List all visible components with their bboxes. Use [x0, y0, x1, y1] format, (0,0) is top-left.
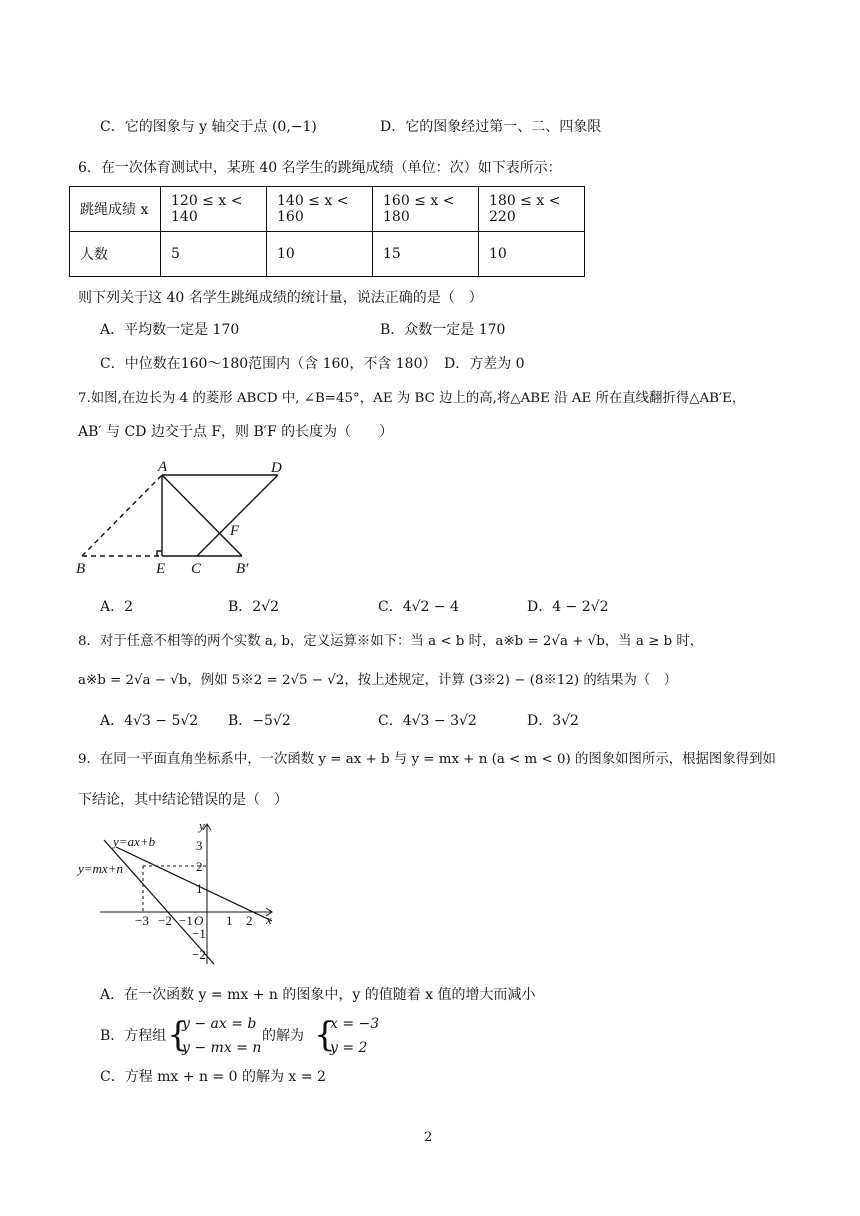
label-d: D: [271, 460, 282, 476]
y-tick-label: 3: [196, 838, 203, 853]
table-row: [70, 232, 585, 277]
table-cell: 10: [479, 232, 585, 277]
q6-option-d: D．方差为 0: [444, 356, 525, 372]
rhombus-figure: [70, 455, 300, 585]
segment-ab: [82, 475, 162, 556]
q9-option-c: C．方程 mx + n = 0 的解为 x = 2: [100, 1069, 326, 1085]
x-tick-label: 1: [226, 913, 233, 928]
q8-option-c: C．4√3 − 3√2: [378, 713, 477, 729]
q9-solution-y: y = 2: [330, 1040, 368, 1056]
x-tick-label: 2: [246, 913, 253, 928]
q8-stem-line1: 8．对于任意不相等的两个实数 a, b，定义运算※如下：当 a < b 时，a※b = 2√a + √b，当 a ≥ b 时，: [78, 634, 704, 649]
table-cell: 跳绳成绩 x: [70, 187, 161, 232]
q9-stem-line1: 9．在同一平面直角坐标系中，一次函数 y = ax + b 与 y = mx + n (a < m < 0) 的图象如图所示，根据图象得到如: [78, 752, 776, 767]
x-tick-label: −1: [179, 913, 193, 928]
table-cell: 15: [373, 232, 479, 277]
x-axis-label: x: [266, 912, 272, 927]
label-b: B: [76, 561, 86, 577]
q7-stem-line2: AB′ 与 CD 边交于点 F，则 B′F 的长度为（ ）: [78, 424, 394, 440]
q6-option-a: A．平均数一定是 170: [100, 322, 240, 338]
q7-option-d: D．4 − 2√2: [527, 599, 609, 615]
q7-option-a: A．2: [100, 599, 134, 615]
table-cell: 5: [161, 232, 267, 277]
q9-system-eq2: y − mx = n: [182, 1040, 262, 1056]
label-c: C: [191, 561, 202, 577]
q7-option-c: C．4√2 − 4: [378, 599, 459, 615]
table-cell: 160 ≤ x < 180: [373, 187, 479, 232]
q6-question: 则下列关于这 40 名学生跳绳成绩的统计量，说法正确的是（ ）: [78, 290, 483, 306]
q9-option-b-prefix: B．方程组: [100, 1028, 167, 1044]
label-line-mx-n: y=mx+n: [78, 861, 123, 876]
q9-option-b-mid: 的解为: [262, 1028, 304, 1044]
left-brace: {: [167, 1015, 189, 1055]
q8-option-b: B．−5√2: [228, 713, 291, 729]
right-angle-mark: [157, 551, 162, 556]
label-e: E: [156, 561, 166, 577]
score-table: [69, 186, 585, 277]
q7-stem-line1: 7.如图,在边长为 4 的菱形 ABCD 中, ∠B=45°，AE 为 BC 边上的高,将△ABE 沿 AE 所在直线翻折得△AB′E，: [78, 391, 746, 406]
label-b-prime: B′: [236, 561, 249, 577]
table-cell: 180 ≤ x < 220: [479, 187, 585, 232]
q9-solution-x: x = −3: [330, 1016, 380, 1032]
line-mx-plus-n: [116, 847, 272, 921]
segment-dc: [197, 475, 278, 556]
y-tick-label: −1: [192, 926, 206, 941]
q8-option-d: D．3√2: [527, 713, 579, 729]
label-f: F: [230, 523, 240, 539]
table-cell: 人数: [70, 232, 161, 277]
q6-stem: 6．在一次体育测试中，某班 40 名学生的跳绳成绩（单位：次）如下表所示：: [78, 160, 562, 176]
table-cell: 140 ≤ x < 160: [267, 187, 373, 232]
table-cell: 120 ≤ x < 140: [161, 187, 267, 232]
q7-option-b: B．2√2: [228, 599, 280, 615]
q6-option-b: B．众数一定是 170: [380, 322, 506, 338]
q8-option-a: A．4√3 − 5√2: [100, 713, 199, 729]
origin-label: O: [194, 913, 204, 928]
table-header-row: [70, 187, 585, 232]
left-brace: {: [314, 1015, 336, 1055]
q5-option-d: D．它的图象经过第一、二、四象限: [380, 119, 602, 135]
segment-ab-prime: [162, 475, 242, 556]
y-axis-label: y: [199, 818, 205, 833]
q5-option-c: C．它的图象与 y 轴交于点 (0,−1): [100, 119, 317, 135]
y-tick-label: −2: [192, 947, 206, 962]
page-number: 2: [424, 1130, 433, 1145]
q6-option-c: C．中位数在160～180范围内（含 160，不含 180）: [100, 356, 437, 372]
x-tick-label: −3: [135, 913, 149, 928]
y-tick-label: 2: [196, 859, 203, 874]
q9-system-eq1: y − ax = b: [182, 1016, 257, 1032]
function-graph: [76, 818, 286, 968]
q8-stem-line2: a※b = 2√a − √b，例如 5※2 = 2√5 − √2，按上述规定，计算 (3※2) − (8※12) 的结果为（ ）: [78, 673, 678, 688]
y-tick-label: 1: [196, 881, 203, 896]
x-tick-label: −2: [158, 913, 172, 928]
q9-stem-line2: 下结论，其中结论错误的是（ ）: [78, 792, 288, 808]
table-cell: 10: [267, 232, 373, 277]
label-line-ax-b: y=ax+b: [113, 834, 156, 849]
label-a: A: [158, 459, 168, 475]
q9-option-a: A．在一次函数 y = mx + n 的图象中，y 的值随着 x 值的增大而减小: [100, 987, 536, 1003]
